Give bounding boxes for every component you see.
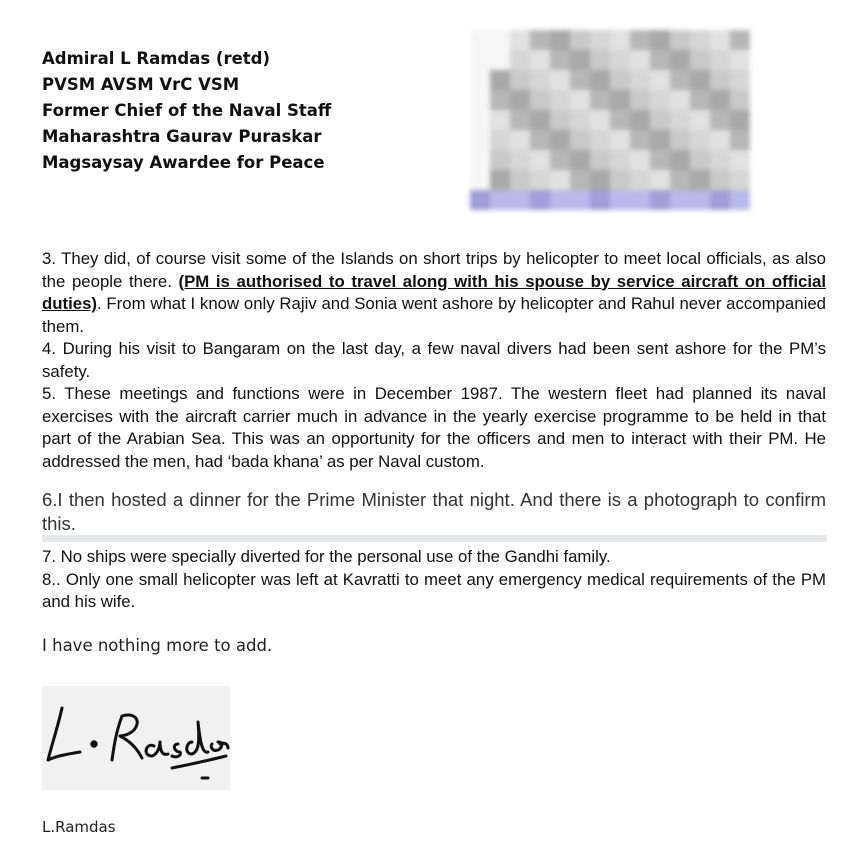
redaction-cell <box>610 190 630 210</box>
redaction-cell <box>670 170 690 190</box>
redaction-cell <box>710 30 730 50</box>
redaction-cell <box>690 90 710 110</box>
redaction-cell <box>630 150 650 170</box>
point-3-text-b: . From what I know only Rajiv and Sonia went ashore by helicopter and Rahul never accompanied them. <box>42 294 826 336</box>
redaction-cell <box>650 30 670 50</box>
point-6: 6.I then hosted a dinner for the Prime Minister that night. And there is a photograph to confirm this. <box>42 489 826 534</box>
redaction-cell <box>590 190 610 210</box>
letterhead-name: Admiral L Ramdas (retd) <box>42 49 271 68</box>
letterhead-decorations: PVSM AVSM VrC VSM <box>42 75 240 94</box>
redaction-cell <box>650 50 670 70</box>
redaction-cell <box>610 50 630 70</box>
redaction-cell <box>710 150 730 170</box>
redaction-cell <box>630 90 650 110</box>
redaction-cell <box>610 90 630 110</box>
point-8: 8.. Only one small helicopter was left at Kavratti to meet any emergency medical requirements of the PM and his wife. <box>42 569 826 611</box>
redaction-cell <box>690 190 710 210</box>
redaction-cell <box>710 190 730 210</box>
redaction-cell <box>610 150 630 170</box>
redaction-cell <box>730 50 750 70</box>
redaction-cell <box>610 70 630 90</box>
redaction-cell <box>630 50 650 70</box>
redaction-cell <box>670 50 690 70</box>
redaction-cell <box>550 70 570 90</box>
redaction-cell <box>550 90 570 110</box>
redaction-cell <box>630 170 650 190</box>
redaction-cell <box>490 50 510 70</box>
redaction-cell <box>650 190 670 210</box>
redaction-cell <box>590 130 610 150</box>
letterhead <box>42 46 331 176</box>
redaction-cell <box>650 130 670 150</box>
redaction-cell <box>570 70 590 90</box>
letterhead-award-1: Maharashtra Gaurav Puraskar <box>42 127 322 146</box>
redaction-cell <box>610 170 630 190</box>
redaction-cell <box>710 90 730 110</box>
redaction-cell <box>490 110 510 130</box>
redaction-cell <box>570 170 590 190</box>
redaction-cell <box>510 90 530 110</box>
redaction-cell <box>490 190 510 210</box>
point-4: 4. During his visit to Bangaram on the last day, a few naval divers had been sent ashore for the PM’s safety. <box>42 339 826 381</box>
redaction-cell <box>730 90 750 110</box>
redaction-cell <box>530 190 550 210</box>
redaction-cell <box>590 50 610 70</box>
redaction-cell <box>610 110 630 130</box>
redaction-cell <box>590 30 610 50</box>
redaction-cell <box>550 110 570 130</box>
redaction-cell <box>650 170 670 190</box>
redaction-cell <box>550 170 570 190</box>
letterhead-award-2: Magsaysay Awardee for Peace <box>42 153 325 172</box>
signature <box>42 686 230 790</box>
redaction-cell <box>570 90 590 110</box>
redaction-cell <box>530 150 550 170</box>
redaction-cell <box>530 30 550 50</box>
point-3-underlined: (PM is authorised to travel along with his spouse by service aircraft on official duties) <box>42 271 826 313</box>
signature-image <box>42 686 230 790</box>
redaction-cell <box>710 110 730 130</box>
redaction-cell <box>470 30 490 50</box>
redaction-cell <box>590 110 610 130</box>
redaction-cell <box>470 150 490 170</box>
redaction-cell <box>570 190 590 210</box>
redaction-cell <box>510 30 530 50</box>
redaction-cell <box>630 190 650 210</box>
redaction-cell <box>490 170 510 190</box>
redaction-cell <box>730 130 750 150</box>
redaction-cell <box>710 50 730 70</box>
redaction-cell <box>650 90 670 110</box>
redaction-cell <box>570 110 590 130</box>
redaction-cell <box>510 190 530 210</box>
redaction-cell <box>570 30 590 50</box>
redaction-cell <box>670 90 690 110</box>
redaction-cell <box>510 130 530 150</box>
letter-body-points-3-5 <box>42 248 826 473</box>
redaction-cell <box>510 170 530 190</box>
redaction-cell <box>670 190 690 210</box>
redaction-cell <box>490 90 510 110</box>
redaction-cell <box>670 110 690 130</box>
redaction-cell <box>510 110 530 130</box>
redaction-cell <box>610 130 630 150</box>
closing-line: I have nothing more to add. <box>42 636 273 655</box>
redaction-cell <box>710 170 730 190</box>
redaction-cell <box>610 30 630 50</box>
redaction-cell <box>670 150 690 170</box>
redaction-cell <box>730 150 750 170</box>
redaction-cell <box>690 170 710 190</box>
redaction-cell <box>690 30 710 50</box>
redaction-cell <box>690 150 710 170</box>
redaction-cell <box>690 130 710 150</box>
redaction-cell <box>590 170 610 190</box>
redaction-cell <box>530 130 550 150</box>
redaction-cell <box>730 30 750 50</box>
redaction-cell <box>590 150 610 170</box>
redaction-cell <box>490 130 510 150</box>
redaction-cell <box>730 170 750 190</box>
redaction-cell <box>550 50 570 70</box>
redaction-cell <box>570 150 590 170</box>
redaction-cell <box>490 150 510 170</box>
redaction-cell <box>530 90 550 110</box>
point-3-text-a: 3. They did, of course visit some of the Islands on short trips by helicopter to meet local officials, as also the people there. <box>42 249 826 291</box>
redaction-cell <box>490 70 510 90</box>
redaction-cell <box>530 50 550 70</box>
redaction-cell <box>590 90 610 110</box>
redaction-cell <box>650 70 670 90</box>
redaction-cell <box>730 110 750 130</box>
redaction-cell <box>630 30 650 50</box>
redaction-cell <box>530 70 550 90</box>
redaction-cell <box>470 110 490 130</box>
divider <box>42 535 827 542</box>
redaction-cell <box>490 30 510 50</box>
redaction-cell <box>510 50 530 70</box>
redaction-cell <box>690 110 710 130</box>
redaction-cell <box>670 130 690 150</box>
point-7: 7. No ships were specially diverted for the personal use of the Gandhi family. <box>42 547 611 566</box>
redaction-cell <box>590 70 610 90</box>
redacted-address-block <box>470 30 750 220</box>
redaction-cell <box>510 70 530 90</box>
signoff-name: L.Ramdas <box>42 818 116 836</box>
redaction-cell <box>470 170 490 190</box>
redaction-cell <box>550 150 570 170</box>
redaction-cell <box>550 30 570 50</box>
redaction-cell <box>650 150 670 170</box>
redaction-cell <box>570 50 590 70</box>
redaction-cell <box>470 90 490 110</box>
redaction-cell <box>630 70 650 90</box>
redaction-cell <box>470 190 490 210</box>
redaction-cell <box>690 50 710 70</box>
redaction-cell <box>550 190 570 210</box>
redaction-cell <box>670 30 690 50</box>
redaction-cell <box>530 170 550 190</box>
redaction-cell <box>510 150 530 170</box>
redaction-cell <box>650 110 670 130</box>
redaction-cell <box>730 70 750 90</box>
redaction-cell <box>550 130 570 150</box>
redaction-cell <box>630 130 650 150</box>
redaction-cell <box>570 130 590 150</box>
redaction-cell <box>710 70 730 90</box>
redaction-cell <box>730 190 750 210</box>
point-5: 5. These meetings and functions were in December 1987. The western fleet had planned its naval exercises with the aircraft carrier much in advance in the yearly exercise programme to be held in that part of the Arabian Sea. This was an opportunity for the officers and men to interact with their PM. He addressed the men, had ‘bada khana’ as per Naval custom. <box>42 384 826 471</box>
redaction-cell <box>710 130 730 150</box>
redaction-cell <box>630 110 650 130</box>
point-3 <box>42 248 826 338</box>
redaction-cell <box>690 70 710 90</box>
redaction-cell <box>470 70 490 90</box>
letter-body-points-7-8 <box>42 546 826 614</box>
redaction-cell <box>470 130 490 150</box>
letterhead-title: Former Chief of the Naval Staff <box>42 101 332 120</box>
redaction-cell <box>530 110 550 130</box>
redaction-cell <box>470 50 490 70</box>
redaction-cell <box>670 70 690 90</box>
